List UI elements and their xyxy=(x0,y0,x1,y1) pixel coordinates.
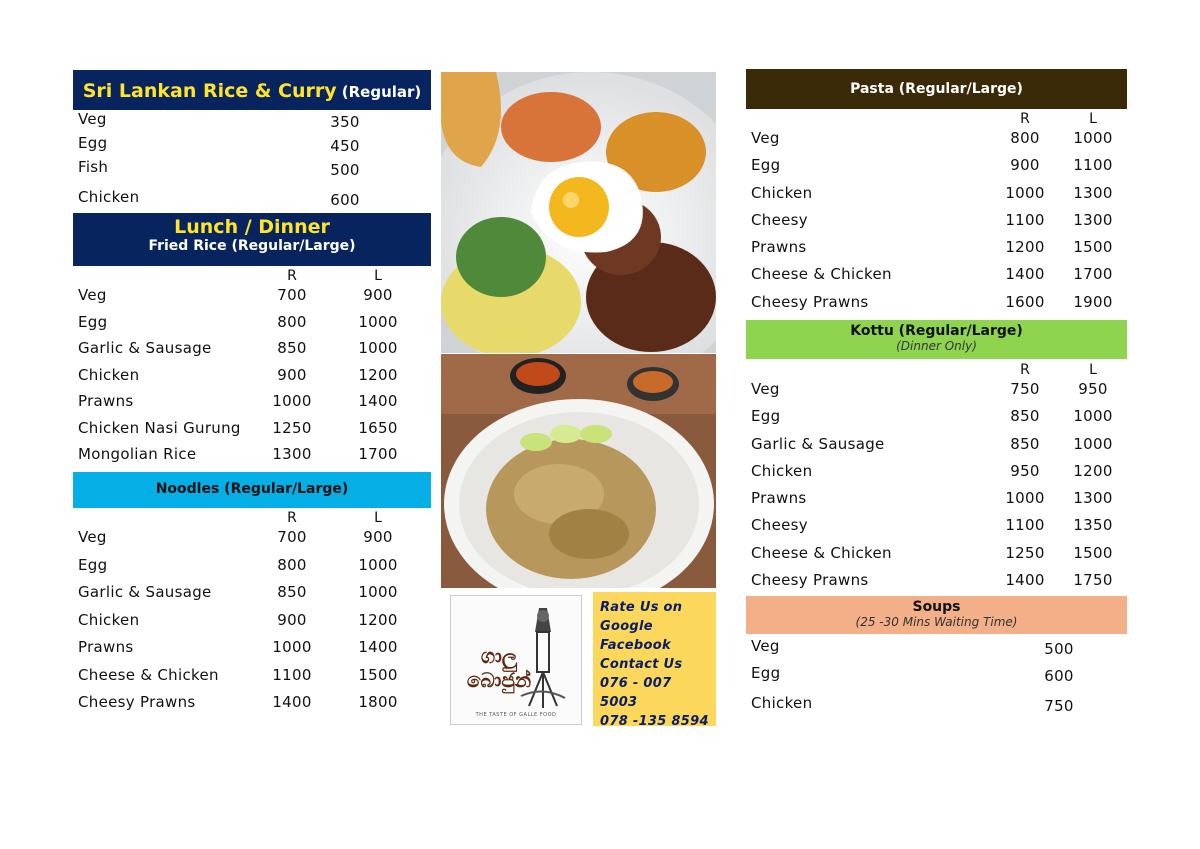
price-regular: 900 xyxy=(1010,156,1040,175)
price-regular: 1000 xyxy=(272,392,312,410)
contact-phone-2[interactable]: 078 -135 8594 xyxy=(600,714,709,729)
menu-row xyxy=(746,407,1127,434)
item-name: Garlic & Sausage xyxy=(78,339,212,357)
price-regular: 800 xyxy=(277,312,307,331)
menu-row xyxy=(746,435,1127,462)
pasta-header xyxy=(746,69,1127,109)
price-large: 950 xyxy=(1078,380,1108,398)
price-regular: 750 xyxy=(1010,380,1040,398)
price-large: 1200 xyxy=(358,365,398,384)
item-name: Cheesy Prawns xyxy=(751,571,869,590)
noodles-header xyxy=(73,472,431,508)
price-regular: 1300 xyxy=(272,445,312,463)
menu-row xyxy=(73,110,431,134)
column-headers xyxy=(746,111,1127,129)
item-name: Fish xyxy=(78,158,109,176)
price-large: 1000 xyxy=(1073,434,1113,453)
price-large: 1000 xyxy=(358,339,398,357)
item-name: Cheesy Prawns xyxy=(78,693,196,711)
noodles-title: Noodles (Regular/Large) xyxy=(155,481,349,497)
col-header-l: L xyxy=(374,268,382,284)
rice-curry-photo xyxy=(441,72,716,353)
item-name: Chicken xyxy=(78,188,140,206)
soups-note: (25 -30 Mins Waiting Time) xyxy=(855,615,1018,629)
price-large: 1900 xyxy=(1073,292,1113,311)
soups-list xyxy=(746,637,1127,721)
menu-row xyxy=(73,693,431,721)
menu-row xyxy=(746,489,1127,516)
menu-row xyxy=(746,211,1127,238)
col-header-r: R xyxy=(1020,362,1030,378)
price-large: 1000 xyxy=(358,555,398,574)
price-regular: 800 xyxy=(277,555,307,574)
menu-row xyxy=(746,293,1127,320)
item-name: Chicken xyxy=(751,183,813,202)
item-name: Egg xyxy=(751,156,781,175)
price-regular: 700 xyxy=(277,286,307,304)
item-name: Veg xyxy=(751,637,780,655)
item-name: Chicken xyxy=(78,365,140,384)
kottu-note: (Dinner Only) xyxy=(896,339,977,353)
price-regular: 850 xyxy=(277,583,307,601)
menu-row xyxy=(73,339,431,366)
price-large: 1350 xyxy=(1073,516,1113,535)
price-regular: 950 xyxy=(1010,461,1040,480)
menu-row xyxy=(73,583,431,611)
price-regular: 1400 xyxy=(272,693,312,711)
item-name: Chicken xyxy=(78,610,140,629)
menu-row xyxy=(746,184,1127,211)
price-large: 900 xyxy=(363,286,393,304)
item-name: Garlic & Sausage xyxy=(751,434,885,453)
column-headers xyxy=(746,362,1127,380)
price: 500 xyxy=(330,161,360,179)
soups-header xyxy=(746,596,1127,634)
logo-tagline: THE TASTE OF GALLE FOOD xyxy=(475,712,557,718)
fried-rice-subtitle: Fried Rice (Regular/Large) xyxy=(148,238,356,254)
price-regular: 1400 xyxy=(1005,265,1045,284)
price-regular: 1000 xyxy=(1005,489,1045,508)
col-header-l: L xyxy=(374,510,382,526)
rice-curry-list xyxy=(73,110,431,213)
price: 500 xyxy=(1044,640,1074,658)
item-name: Cheese & Chicken xyxy=(751,265,892,284)
price-large: 1000 xyxy=(358,583,398,601)
price-large: 1200 xyxy=(358,610,398,629)
price-regular: 1600 xyxy=(1005,292,1045,311)
price-regular: 700 xyxy=(277,528,307,546)
logo-script-text: ගාලු බොජුන් xyxy=(466,644,532,692)
price: 450 xyxy=(330,137,360,155)
soups-title: Soups xyxy=(912,599,961,615)
item-name: Egg xyxy=(78,134,108,152)
menu-row xyxy=(73,666,431,694)
col-header-r: R xyxy=(287,510,297,526)
price-large: 1000 xyxy=(358,312,398,331)
item-name: Egg xyxy=(78,555,108,574)
price-regular: 850 xyxy=(1010,407,1040,426)
price-large: 1300 xyxy=(1073,183,1113,202)
item-name: Veg xyxy=(751,380,780,398)
lunch-dinner-title: Lunch / Dinner xyxy=(174,216,330,238)
rice-curry-qualifier: (Regular) xyxy=(341,83,422,101)
price-regular: 1100 xyxy=(1005,516,1045,535)
price-large: 1000 xyxy=(1073,129,1113,147)
price-regular: 850 xyxy=(1010,434,1040,453)
price-regular: 1250 xyxy=(272,418,312,437)
item-name: Cheesy Prawns xyxy=(751,292,869,311)
pasta-title: Pasta (Regular/Large) xyxy=(850,81,1023,97)
contact-line-rate: Rate Us on xyxy=(600,600,683,615)
item-name: Prawns xyxy=(78,392,134,410)
price-large: 1500 xyxy=(1073,543,1113,562)
menu-row xyxy=(746,462,1127,489)
contact-phone-1[interactable]: 076 - 007 5003 xyxy=(600,676,672,710)
item-name: Cheese & Chicken xyxy=(751,543,892,562)
fried-rice-header xyxy=(73,213,431,266)
item-name: Chicken Nasi Gurung xyxy=(78,418,241,437)
item-name: Cheesy xyxy=(751,516,808,535)
item-name: Cheesy xyxy=(751,210,808,229)
col-header-r: R xyxy=(287,268,297,284)
noodles-list xyxy=(73,510,431,721)
menu-row xyxy=(73,366,431,393)
menu-row xyxy=(746,637,1127,664)
price-regular: 1100 xyxy=(1005,210,1045,229)
price-large: 1500 xyxy=(1073,238,1113,257)
price-regular: 900 xyxy=(277,365,307,384)
menu-row xyxy=(73,313,431,340)
menu-row xyxy=(73,134,431,158)
menu-row xyxy=(746,516,1127,543)
menu-row xyxy=(746,664,1127,694)
menu-row xyxy=(73,445,431,472)
fried-rice-list xyxy=(73,268,431,472)
menu-row xyxy=(73,188,431,213)
price-large: 900 xyxy=(363,528,393,546)
price-large: 1700 xyxy=(1073,265,1113,284)
menu-row xyxy=(73,158,431,188)
price-regular: 1200 xyxy=(1005,238,1045,257)
item-name: Chicken xyxy=(751,461,813,480)
fried-rice-photo xyxy=(441,354,716,588)
item-name: Egg xyxy=(751,664,781,682)
item-name: Egg xyxy=(751,407,781,426)
price-regular: 1400 xyxy=(1005,571,1045,590)
price-large: 1400 xyxy=(358,638,398,656)
price-large: 1100 xyxy=(1073,156,1113,175)
price-large: 1750 xyxy=(1073,571,1113,590)
contact-line-contact: Contact Us xyxy=(600,657,683,672)
menu-row xyxy=(746,238,1127,265)
item-name: Prawns xyxy=(751,489,807,508)
kottu-title: Kottu (Regular/Large) xyxy=(850,323,1023,339)
item-name: Cheese & Chicken xyxy=(78,665,219,684)
kottu-header xyxy=(746,320,1127,359)
price: 600 xyxy=(1044,667,1074,685)
item-name: Mongolian Rice xyxy=(78,445,197,463)
menu-row xyxy=(746,380,1127,407)
kottu-list xyxy=(746,362,1127,598)
item-name: Veg xyxy=(751,129,780,147)
price-regular: 1100 xyxy=(272,665,312,684)
contact-line-google[interactable]: Google xyxy=(600,619,653,634)
price-large: 1650 xyxy=(358,418,398,437)
menu-row xyxy=(73,611,431,639)
item-name: Prawns xyxy=(751,238,807,257)
menu-row xyxy=(73,286,431,313)
item-name: Veg xyxy=(78,528,107,546)
price-regular: 900 xyxy=(277,610,307,629)
col-header-r: R xyxy=(1020,111,1030,127)
pasta-list xyxy=(746,111,1127,320)
item-name: Garlic & Sausage xyxy=(78,583,212,601)
right-column xyxy=(746,69,1127,715)
rice-curry-header xyxy=(73,70,431,110)
price-large: 1000 xyxy=(1073,407,1113,426)
col-header-l: L xyxy=(1089,362,1097,378)
item-name: Egg xyxy=(78,312,108,331)
item-name: Veg xyxy=(78,286,107,304)
menu-row xyxy=(73,556,431,584)
rice-curry-title: Sri Lankan Rice & Curry xyxy=(82,80,337,102)
menu-row xyxy=(746,156,1127,183)
left-column xyxy=(73,70,431,711)
price-large: 1800 xyxy=(358,693,398,711)
item-name: Prawns xyxy=(78,638,134,656)
menu-row xyxy=(746,694,1127,721)
price-regular: 800 xyxy=(1010,129,1040,147)
menu-row xyxy=(73,392,431,419)
contact-line-facebook[interactable]: Facebook xyxy=(600,638,671,653)
price-regular: 1250 xyxy=(1005,543,1045,562)
item-name: Veg xyxy=(78,110,107,128)
menu-row xyxy=(746,544,1127,571)
item-name: Chicken xyxy=(751,694,813,712)
restaurant-logo xyxy=(450,595,582,725)
price-regular: 850 xyxy=(277,339,307,357)
price: 600 xyxy=(330,191,360,209)
price-large: 1200 xyxy=(1073,461,1113,480)
price-large: 1300 xyxy=(1073,210,1113,229)
menu-row xyxy=(746,129,1127,156)
menu-row xyxy=(746,265,1127,292)
price-large: 1300 xyxy=(1073,489,1113,508)
contact-box xyxy=(593,592,716,729)
col-header-l: L xyxy=(1089,111,1097,127)
column-headers xyxy=(73,268,431,286)
price: 750 xyxy=(1044,697,1074,715)
price-regular: 1000 xyxy=(1005,183,1045,202)
price-large: 1500 xyxy=(358,665,398,684)
menu-row xyxy=(746,571,1127,598)
price: 350 xyxy=(330,113,360,131)
price-large: 1400 xyxy=(358,392,398,410)
price-large: 1700 xyxy=(358,445,398,463)
menu-row xyxy=(73,638,431,666)
menu-row xyxy=(73,419,431,446)
menu-row xyxy=(73,528,431,556)
price-regular: 1000 xyxy=(272,638,312,656)
column-headers xyxy=(73,510,431,528)
